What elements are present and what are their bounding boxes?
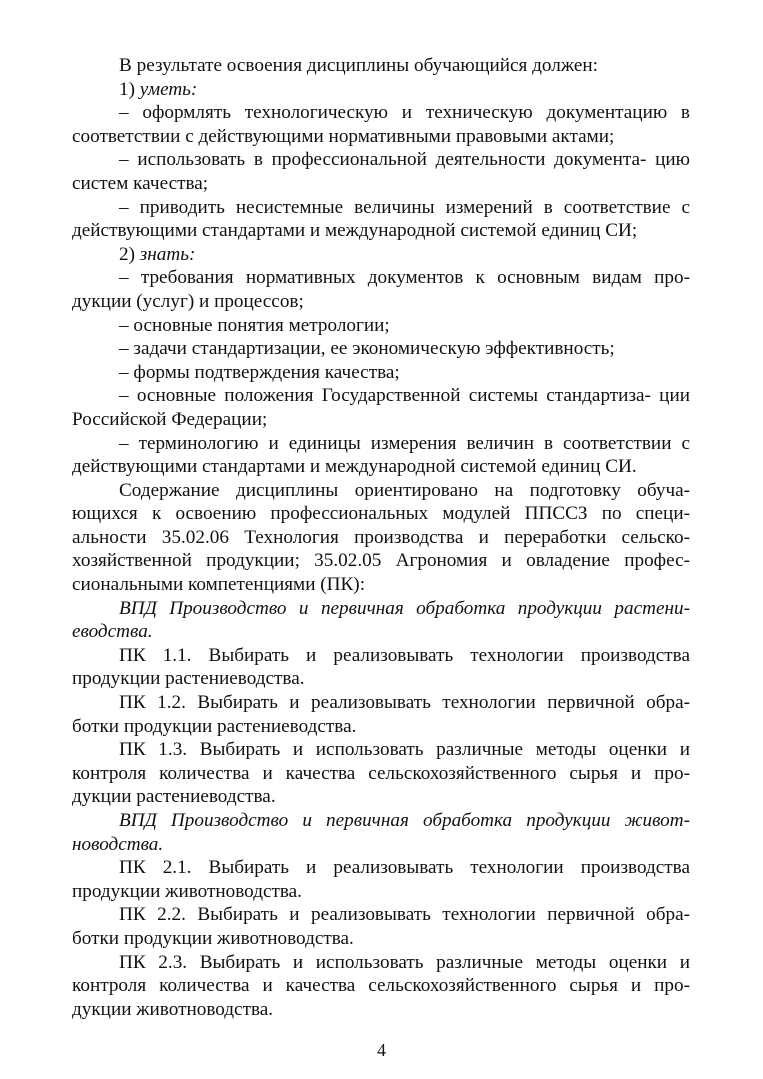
competency-item: ПК 2.2. Выбирать и реализовывать технологии первичной обра- ботки продукции животноводства. bbox=[72, 904, 690, 949]
competency-item: ПК 1.1. Выбирать и реализовывать технологии производства продукции растениеводства. bbox=[72, 644, 690, 690]
list-item: – приводить несистемные величины измерений в соответствие с действующими стандартами и международной системой единиц СИ; bbox=[72, 196, 690, 242]
competency-item: ПК 2.1. Выбирать и реализовывать технологии производства продукции животноводства. bbox=[72, 857, 690, 902]
list-item: – основные понятия метрологии; bbox=[119, 314, 390, 336]
competency-item: ПК 2.3. Выбирать и использовать различные методы оценки и контроля количества и качества сельскохозяйственного сырья и про- дукции животноводства. bbox=[72, 951, 690, 1020]
list-item: – задачи стандартизации, ее экономическую эффективность; bbox=[119, 338, 615, 360]
paragraph-content: Содержание дисциплины ориентировано на подготовку обуча- ющихся к освоению профессиональных модулей ППССЗ по специ- альности 35.02.06 Технология производства и переработки сельско- хозяйственной продукции; 35.02.05 Агрономия и овладение профес- сиональными компетенциями (ПК): bbox=[72, 479, 690, 596]
list-item: – использовать в профессиональной деятельности документа- цию систем качества; bbox=[72, 149, 690, 194]
list-item: – терминологию и единицы измерения величин в соответствии с действующими стандартами и международной системой единиц СИ. bbox=[72, 432, 690, 478]
heading-vpd-plant: ВПД Производство и первичная обработка продукции растени- еводства. bbox=[72, 597, 690, 643]
list-item: – требования нормативных документов к основным видам про- дукции (услуг) и процессов; bbox=[72, 267, 690, 312]
heading-skills: 1) уметь: bbox=[119, 78, 198, 100]
competency-item: ПК 1.3. Выбирать и использовать различные методы оценки и контроля количества и качества сельскохозяйственного сырья и про- дукции растениеводства. bbox=[72, 739, 690, 808]
page-number: 4 bbox=[377, 1040, 386, 1060]
competency-item: ПК 1.2. Выбирать и реализовывать технологии первичной обра- ботки продукции растениеводства. bbox=[72, 692, 690, 737]
list-item: – основные положения Государственной системы стандартиза- ции Российской Федерации; bbox=[72, 385, 690, 430]
heading-knowledge: 2) знать: bbox=[119, 243, 196, 265]
heading-vpd-animal: ВПД Производство и первичная обработка продукции живот- новодства. bbox=[72, 810, 690, 855]
document-page bbox=[72, 54, 690, 1021]
list-item: – оформлять технологическую и техническую документацию в соответствии с действующими нормативными правовыми актами; bbox=[72, 102, 690, 147]
paragraph-intro: В результате освоения дисциплины обучающийся должен: bbox=[119, 55, 598, 76]
list-item: – формы подтверждения качества; bbox=[119, 361, 400, 383]
